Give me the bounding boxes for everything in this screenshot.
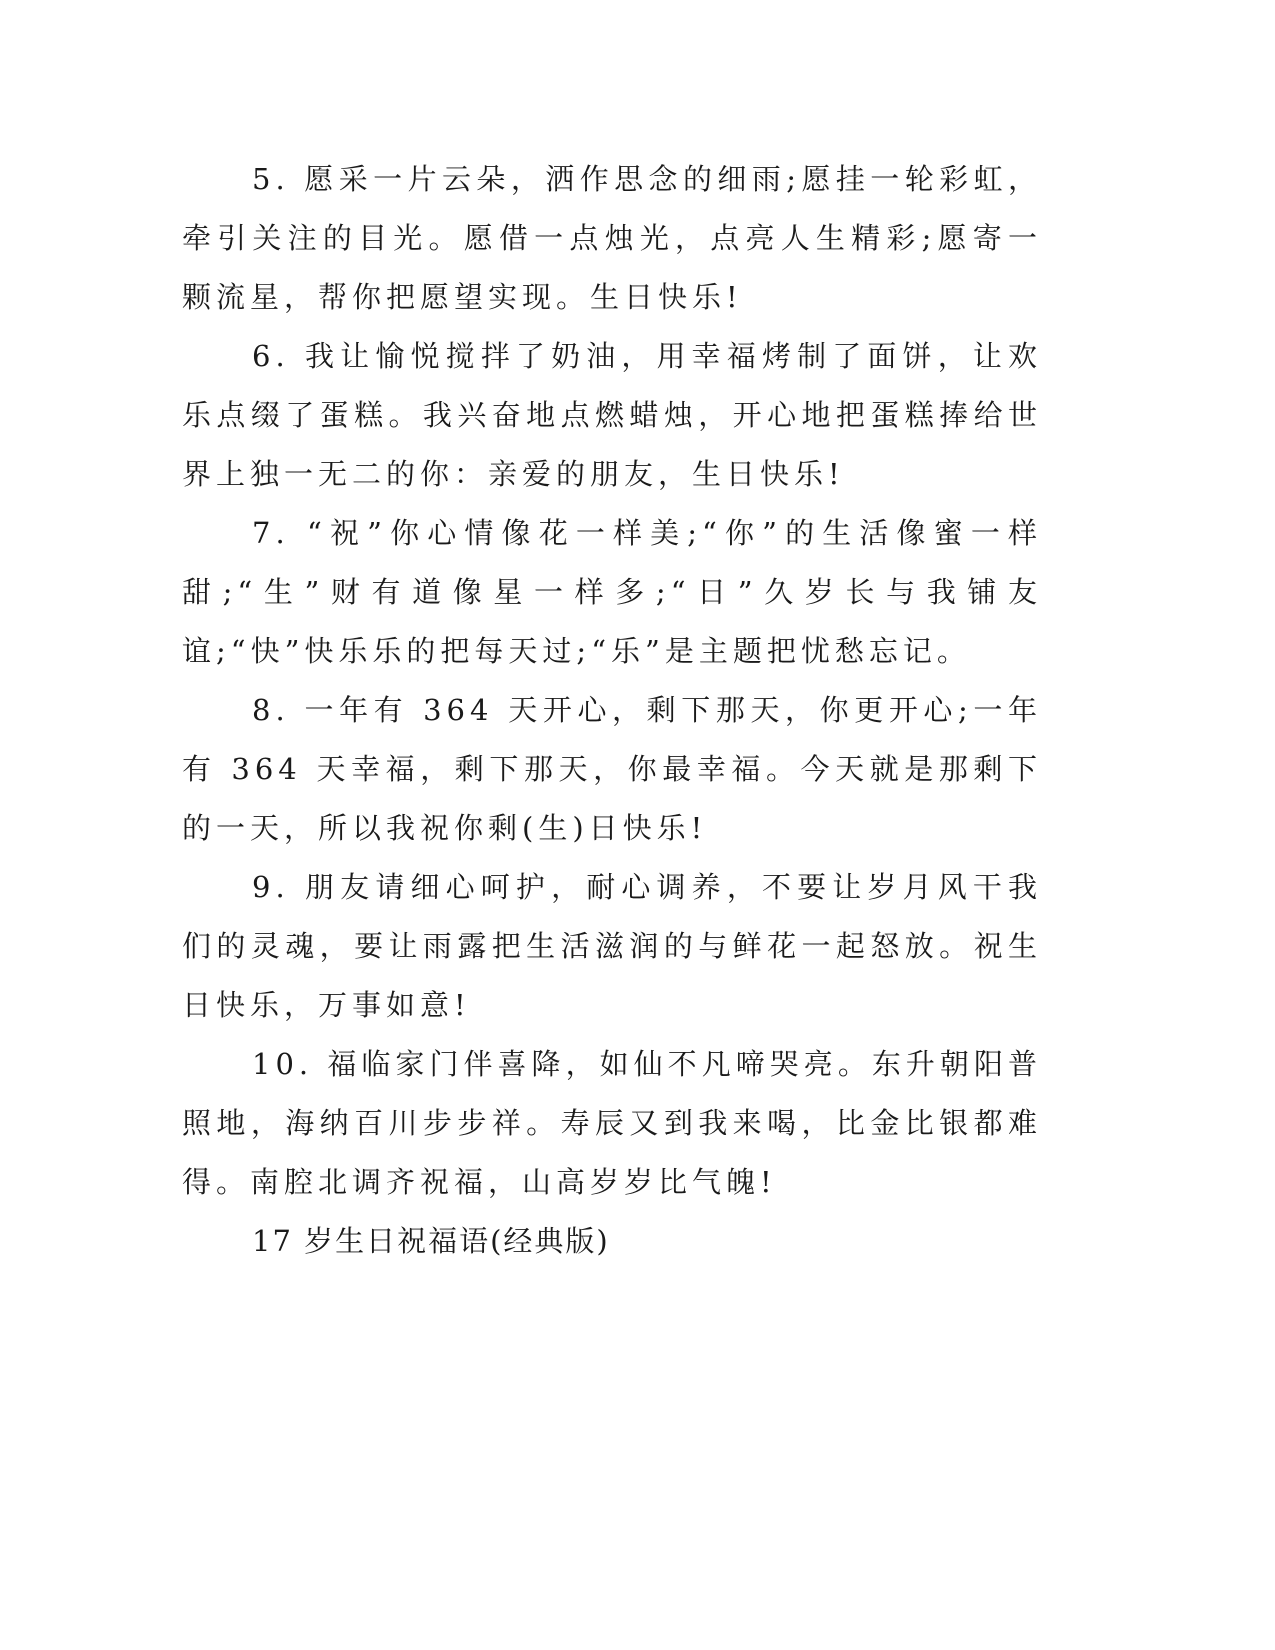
document-body: [182, 150, 1042, 1271]
section-heading: 17 岁生日祝福语(经典版): [252, 1224, 610, 1258]
paragraph-8: 8. 一年有 364 天开心，剩下那天，你更开心;一年有 364 天幸福，剩下那天，你最幸福。今天就是那剩下的一天，所以我祝你剩(生)日快乐!: [182, 693, 1042, 845]
paragraph-10: 10. 福临家门伴喜降，如仙不凡啼哭亮。东升朝阳普照地，海纳百川步步祥。寿辰又到我来喝，比金比银都难得。南腔北调齐祝福，山高岁岁比气魄!: [182, 1047, 1042, 1199]
paragraph-9: 9. 朋友请细心呵护，耐心调养，不要让岁月风干我们的灵魂，要让雨露把生活滋润的与鲜花一起怒放。祝生日快乐，万事如意!: [182, 870, 1042, 1022]
paragraph-6: 6. 我让愉悦搅拌了奶油，用幸福烤制了面饼，让欢乐点缀了蛋糕。我兴奋地点燃蜡烛，开心地把蛋糕捧给世界上独一无二的你：亲爱的朋友，生日快乐!: [182, 339, 1042, 491]
paragraph-7: 7. “祝”你心情像花一样美;“你”的生活像蜜一样甜;“生”财有道像星一样多;“日”久岁长与我铺友谊;“快”快乐乐的把每天过;“乐”是主题把忧愁忘记。: [182, 516, 1042, 668]
paragraph-5: 5. 愿采一片云朵，洒作思念的细雨;愿挂一轮彩虹，牵引关注的目光。愿借一点烛光，点亮人生精彩;愿寄一颗流星，帮你把愿望实现。生日快乐!: [182, 162, 1042, 314]
